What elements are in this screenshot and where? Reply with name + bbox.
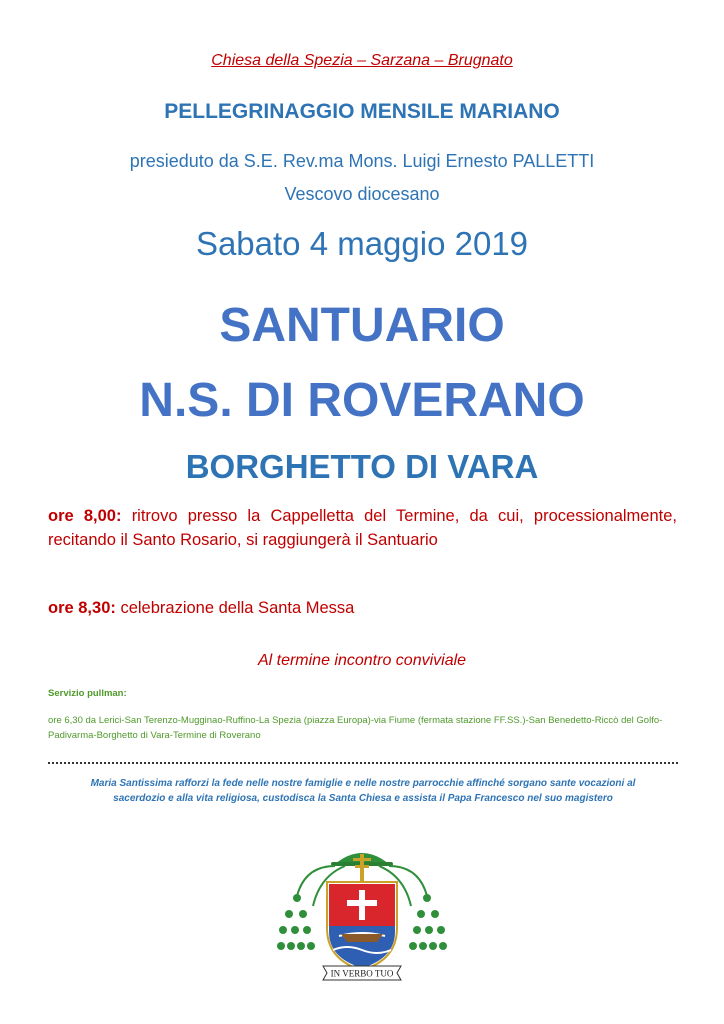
tassels-left-icon xyxy=(277,894,315,950)
motto-text: IN VERBO TUO xyxy=(330,968,394,979)
bus-service-route: ore 6,30 da Lerici-San Terenzo-Mugginao-Ruffino-La Spezia (piazza Europa)-via Fiume (fermata stazione FF.SS.)-San Benedetto-Riccò del Golfo-Padivarma-Borghetto di Vara-Termine di Roverano xyxy=(48,715,663,741)
program-time: ore 8,30: xyxy=(48,599,116,617)
program-text: ritrovo presso la Cappelletta del Termine, da cui, processionalmente, recitando il Santo Rosario, si raggiungerà il Santuario xyxy=(48,507,677,549)
program-time: ore 8,00: xyxy=(48,507,122,525)
presided-by: presieduto da S.E. Rev.ma Mons. Luigi Ernesto PALLETTI xyxy=(129,151,595,171)
diocese-name: Chiesa della Spezia – Sarzana – Brugnato xyxy=(211,52,513,69)
closing-note: Al termine incontro conviviale xyxy=(257,652,467,669)
boat-icon xyxy=(341,934,383,942)
program-text: celebrazione della Santa Messa xyxy=(120,599,355,617)
event-date: Sabato 4 maggio 2019 xyxy=(195,225,529,262)
tassels-right-icon xyxy=(409,894,447,950)
sanctuary-name: N.S. DI ROVERANO xyxy=(139,374,585,427)
prayer-text xyxy=(48,776,678,806)
prayer-line: sacerdozio e alla vita religiosa, custodisca la Santa Chiesa e assista il Papa Francesco nel suo magistero xyxy=(113,793,613,804)
dotted-divider xyxy=(48,762,678,764)
coat-of-arms-icon xyxy=(275,836,449,986)
sanctuary-heading: SANTUARIO xyxy=(219,299,505,352)
sanctuary-town: BORGHETTO DI VARA xyxy=(185,448,539,485)
program-item-gathering xyxy=(48,504,677,552)
prayer-line: Maria Santissima rafforzi la fede nelle nostre famiglie e nelle nostre parrocchie affinché sorgano sante vocazioni al xyxy=(90,778,636,789)
bus-service-title: Servizio pullman: xyxy=(48,688,127,699)
bishop-role: Vescovo diocesano xyxy=(284,184,440,204)
pilgrimage-title: PELLEGRINAGGIO MENSILE MARIANO xyxy=(164,100,560,123)
program-item-mass xyxy=(48,596,677,620)
